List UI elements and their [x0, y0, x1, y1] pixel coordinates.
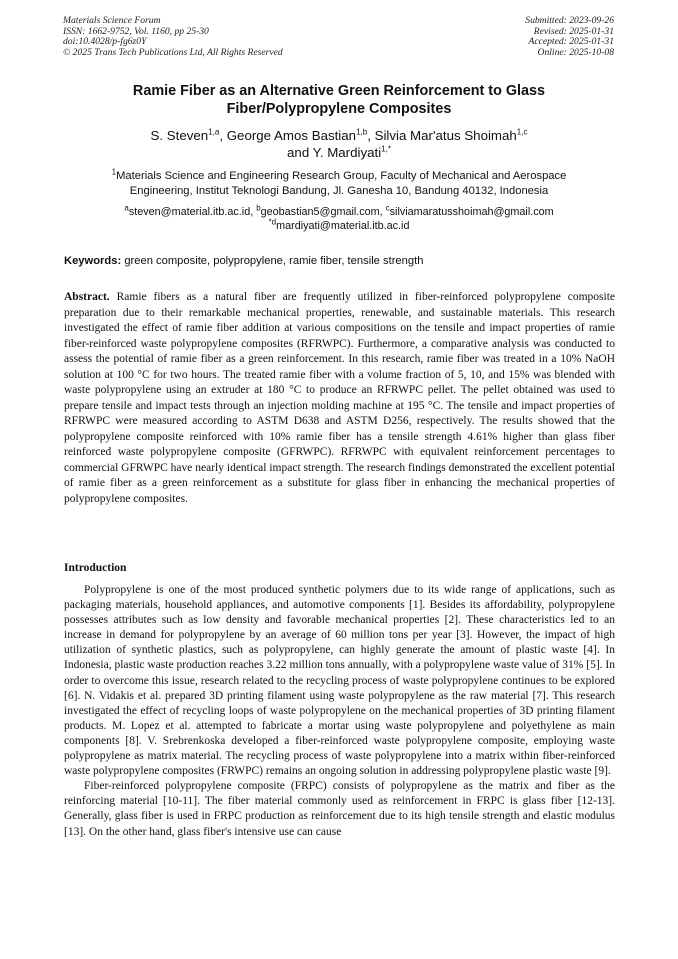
- abstract-text: Ramie fibers as a natural fiber are frequently utilized in fiber-reinforced polypropylene composite preparation due to their remarkable mechanical properties, renewable, and sustainable materials. This research investigated the effect of ramie fiber addition at various compositions on the tensile and impact properties of ramie fiber-reinforced waste polypropylene composites (RFRWPC). Furthermore, a comparative analysis was conducted to assess the potential of ramie fiber as a green reinforcement. In this research, ramie fiber was treated in a 10% NaOH solution at 100 °C for two hours. The treated ramie fiber with a volume fraction of 5, 10, and 15% was blended with waste polypropylene using an extruder at 180 °C to produce an RFRWPC pellet. The pellet obtained was used to prepare tensile and impact tests through an injection molding machine at 195 °C. The tensile and impact properties of RFRWPC were measured according to ASTM D638 and ASTM D256, respectively. The results showed that the polypropylene composite reinforced with 10% ramie fiber has a tensile strength 4.61% higher than glass fiber reinforced waste polypropylene composite (GFRWPC). RFRWPC with equivalent reinforcement percentages to commercial GFRWPC have nearly identical impact strength. The research findings demonstrated the excellent potential of ramie fiber as a green reinforcement as a substitute for glass fiber in enhancing the mechanical properties of polypropylene composites.: [64, 291, 616, 505]
- affiliation-line-1: $^1$Materials Science and Engineering Research Group, Faculty of Mechanical and Aerospace: [111, 167, 567, 182]
- affiliation-mark: 1: [111, 167, 117, 177]
- email-address[interactable]: mardiyati@material.itb.ac.id: [276, 220, 410, 232]
- journal-doi: doi:10.4028/p-fg6z0Y: [63, 36, 147, 48]
- author-name: Silvia Mar'atus Shoimah: [374, 128, 517, 143]
- email-line-1: $^a$steven@material.itb.ac.id, $^b$geobastian5@gmail.com, $^c$silviamaratusshoimah@gmail.com: [124, 203, 554, 218]
- paper-title-line-2: Fiber/Polypropylene Composites: [226, 101, 452, 117]
- author-affiliation-mark: 1,c: [516, 127, 528, 137]
- section-heading-introduction: Introduction: [64, 562, 127, 574]
- abstract: [64, 290, 615, 507]
- author-affiliation-mark: 1,*: [381, 144, 391, 154]
- email-mark: *d: [268, 217, 277, 227]
- email-address[interactable]: geobastian5@gmail.com: [260, 206, 380, 218]
- paper-title-line-1: Ramie Fiber as an Alternative Green Reinforcement to Glass: [132, 83, 546, 99]
- author-emails: [60, 205, 618, 233]
- email-address[interactable]: silviamaratusshoimah@gmail.com: [389, 206, 554, 218]
- author-list: [60, 127, 618, 161]
- keywords-text: green composite, polypropylene, ramie fiber, tensile strength: [124, 255, 424, 267]
- date-submitted: Submitted: 2023-09-26: [525, 15, 614, 26]
- keywords: [64, 254, 616, 268]
- author-affiliation-mark: 1,b: [356, 127, 368, 137]
- email-line-2: [60, 219, 618, 233]
- email-mark: c: [385, 203, 390, 213]
- date-revised: Revised: 2025-01-31: [533, 25, 614, 37]
- publication-dates: [525, 16, 614, 58]
- affiliation-line-2: Engineering, Institut Teknologi Bandung, Jl. Ganesha 10, Bandung 40132, Indonesia: [129, 184, 549, 197]
- date-online: Online: 2025-10-08: [537, 46, 614, 58]
- author-affiliation-mark: 1,a: [208, 127, 220, 137]
- author-separator: ,: [367, 128, 375, 143]
- affiliation: [60, 169, 618, 198]
- email-mark: b: [256, 203, 261, 213]
- body-paragraph: Fiber-reinforced polypropylene composite (FRPC) consists of polypropylene as the matrix and fiber as the reinforcing material [10-11]. The fiber material commonly used as reinforcement in FRPC is glass fiber [12-13]. Generally, glass fiber is used in FRPC production as reinforcement due to its high tensile strength and elastic modulus [13]. On the other hand, glass fiber's intensive use can cause: [64, 780, 615, 838]
- paper-title: [60, 82, 618, 118]
- keywords-label: Keywords:: [64, 255, 122, 267]
- author-line-2: [60, 144, 618, 161]
- journal-copyright: © 2025 Trans Tech Publications Ltd, All Rights Reserved: [63, 46, 283, 58]
- email-address[interactable]: steven@material.itb.ac.id: [128, 206, 251, 218]
- author-separator: ,: [219, 128, 227, 143]
- abstract-label: Abstract.: [64, 291, 110, 303]
- author-line-1: [60, 127, 618, 144]
- journal-name: Materials Science Forum: [63, 15, 161, 26]
- journal-info: [63, 16, 283, 58]
- author-name: S. Steven: [150, 128, 209, 143]
- journal-issn: ISSN: 1662-9752, Vol. 1160, pp 25-30: [63, 25, 209, 37]
- body-paragraph: Polypropylene is one of the most produced synthetic polymers due to its wide range of applications, such as packaging materials, household appliances, and automotive components [1]. Besides its affordability, polypropylene possesses attributes such as low density and favorable mechanical properties [2]. These characteristics led to an increase in demand for polypropylene by an average of 60 million tons per year [3]. However, the impact of high utilization of synthetic plastics, such as polypropylene, can highly generate the amount of plastic waste [4]. In Indonesia, plastic waste production reaches 3.22 million tons annually, with a polypropylene waste value of 31% [5]. In order to overcome this issue, research related to the recycling process of waste polypropylene continues to be explored [6]. N. Vidakis et al. prepared 3D printing filament using waste polypropylene as the raw material [7]. This research investigated the effect of recycling loops of waste polypropylene on the mechanical properties of 3D printing filament products. M. Lopez et al. attempted to fabricate a mortar using waste polypropylene and polyethylene as main components [8]. V. Srebrenkoska developed a fiber-reinforced waste polypropylene composite, employing waste polypropylene as matrix material. The recycling process of waste polypropylene into a matrix within fiber-reinforced waste polypropylene composites (FRWPC) remains an ongoing solution in addressing polypropylene plastic waste [9].: [64, 584, 615, 778]
- author-name: George Amos Bastian: [226, 128, 357, 143]
- introduction-body: [64, 583, 615, 840]
- date-accepted: Accepted: 2025-01-31: [528, 36, 614, 48]
- author-name: and Y. Mardiyati: [287, 145, 382, 160]
- email-mark: a: [124, 203, 129, 213]
